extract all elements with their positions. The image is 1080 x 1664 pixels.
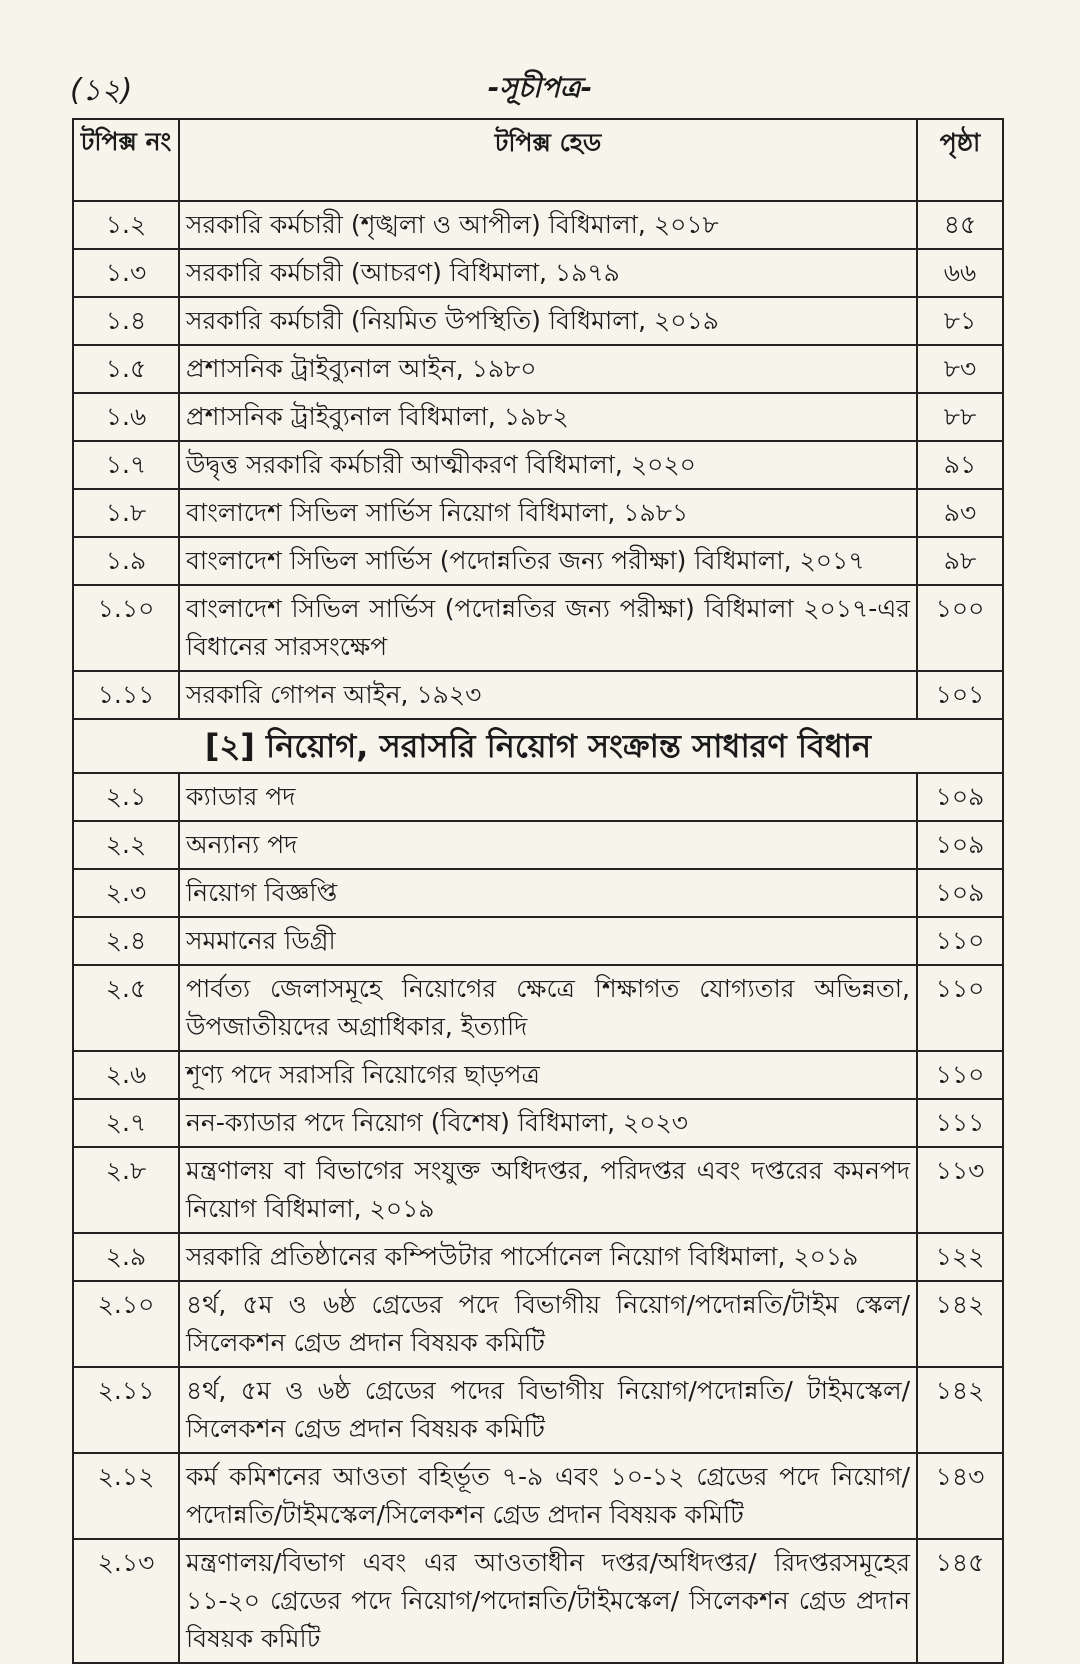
table-row xyxy=(73,1367,1003,1453)
topic-number: ২.১৩ xyxy=(73,1539,179,1663)
topic-title: বাংলাদেশ সিভিল সার্ভিস (পদোন্নতির জন্য পরীক্ষা) বিধিমালা, ২০১৭ xyxy=(179,537,917,585)
page-number: (১২) xyxy=(70,73,133,108)
table-row xyxy=(73,1453,1003,1539)
table-row xyxy=(73,249,1003,297)
page-number-cell: ৮৮ xyxy=(917,393,1003,441)
topic-title: মন্ত্রণালয়/বিভাগ এবং এর আওতাধীন দপ্তর/অধিদপ্তর/ রিদপ্তরসমূহের ১১-২০ গ্রেডের পদে নিয়োগ/পদোন্নতি/টাইমস্কেল/ সিলেকশন গ্রেড প্রদান বিষয়ক কমিটি xyxy=(179,1539,917,1663)
topic-title: শূণ্য পদে সরাসরি নিয়োগের ছাড়পত্র xyxy=(179,1051,917,1099)
topic-number: ১.৪ xyxy=(73,297,179,345)
page-number-cell: ১০০ xyxy=(917,585,1003,671)
topic-title: মন্ত্রণালয় বা বিভাগের সংযুক্ত অধিদপ্তর, পরিদপ্তর এবং দপ্তরের কমনপদ নিয়োগ বিধিমালা, ২০১৯ xyxy=(179,1147,917,1233)
topic-title: বাংলাদেশ সিভিল সার্ভিস (পদোন্নতির জন্য পরীক্ষা) বিধিমালা ২০১৭-এর বিধানের সারসংক্ষেপ xyxy=(179,585,917,671)
page-number-cell: ১১০ xyxy=(917,917,1003,965)
table-header-row xyxy=(73,119,1003,201)
topic-number: ১.৯ xyxy=(73,537,179,585)
topic-title: বাংলাদেশ সিভিল সার্ভিস নিয়োগ বিধিমালা, ১৯৮১ xyxy=(179,489,917,537)
topic-title: উদ্বৃত্ত সরকারি কর্মচারী আত্মীকরণ বিধিমালা, ২০২০ xyxy=(179,441,917,489)
table-row xyxy=(73,393,1003,441)
topic-number: ২.২ xyxy=(73,821,179,869)
topic-title: ৪র্থ, ৫ম ও ৬ষ্ঠ গ্রেডের পদের বিভাগীয় নিয়োগ/পদোন্নতি/ টাইমস্কেল/সিলেকশন গ্রেড প্রদান বিষয়ক কমিটি xyxy=(179,1367,917,1453)
topic-title: সরকারি কর্মচারী (আচরণ) বিধিমালা, ১৯৭৯ xyxy=(179,249,917,297)
page-number-cell: ১৪৩ xyxy=(917,1453,1003,1539)
topic-number: ১.২ xyxy=(73,201,179,249)
page-number-cell: ৯৩ xyxy=(917,489,1003,537)
table-row xyxy=(73,297,1003,345)
topic-number: ১.৭ xyxy=(73,441,179,489)
table-row xyxy=(73,1233,1003,1281)
topic-number: ২.১০ xyxy=(73,1281,179,1367)
topic-title: সরকারি কর্মচারী (শৃঙ্খলা ও আপীল) বিধিমালা, ২০১৮ xyxy=(179,201,917,249)
topic-title: নন-ক্যাডার পদে নিয়োগ (বিশেষ) বিধিমালা, ২০২৩ xyxy=(179,1099,917,1147)
table-row xyxy=(73,821,1003,869)
table-row xyxy=(73,671,1003,719)
section-heading: [২] নিয়োগ, সরাসরি নিয়োগ সংক্রান্ত সাধারণ বিধান xyxy=(73,719,1003,773)
topic-number: ২.৮ xyxy=(73,1147,179,1233)
table-row xyxy=(73,1051,1003,1099)
page-number-cell: ১০৯ xyxy=(917,869,1003,917)
page-number-cell: ১০৯ xyxy=(917,773,1003,821)
topic-title: সমমানের ডিগ্রী xyxy=(179,917,917,965)
table-row xyxy=(73,537,1003,585)
page-number-cell: ১০১ xyxy=(917,671,1003,719)
table-row xyxy=(73,1147,1003,1233)
topic-number: ২.৭ xyxy=(73,1099,179,1147)
topic-title: প্রশাসনিক ট্রাইব্যুনাল আইন, ১৯৮০ xyxy=(179,345,917,393)
table-row xyxy=(73,917,1003,965)
topic-title: প্রশাসনিক ট্রাইব্যুনাল বিধিমালা, ১৯৮২ xyxy=(179,393,917,441)
topic-title: সরকারি গোপন আইন, ১৯২৩ xyxy=(179,671,917,719)
table-row xyxy=(73,201,1003,249)
page-number-cell: ৯১ xyxy=(917,441,1003,489)
topic-title: অন্যান্য পদ xyxy=(179,821,917,869)
topic-title: সরকারি কর্মচারী (নিয়মিত উপস্থিতি) বিধিমালা, ২০১৯ xyxy=(179,297,917,345)
table-row xyxy=(73,773,1003,821)
page-number-cell: ১১০ xyxy=(917,965,1003,1051)
page-number-cell: ৮৩ xyxy=(917,345,1003,393)
header-page: পৃষ্ঠা xyxy=(917,119,1003,201)
table-row xyxy=(73,489,1003,537)
topic-number: ২.১ xyxy=(73,773,179,821)
page-number-cell: ৯৮ xyxy=(917,537,1003,585)
page-number-cell: ১০৯ xyxy=(917,821,1003,869)
toc-table xyxy=(72,118,1004,1664)
topic-title: সরকারি প্রতিষ্ঠানের কম্পিউটার পার্সোনেল নিয়োগ বিধিমালা, ২০১৯ xyxy=(179,1233,917,1281)
page-header: -সূচীপত্র- xyxy=(487,71,593,104)
page-number-cell: ১৪৫ xyxy=(917,1539,1003,1663)
topic-title: ৪র্থ, ৫ম ও ৬ষ্ঠ গ্রেডের পদে বিভাগীয় নিয়োগ/পদোন্নতি/টাইম স্কেল/সিলেকশন গ্রেড প্রদান বিষয়ক কমিটি xyxy=(179,1281,917,1367)
table-row xyxy=(73,441,1003,489)
topic-number: ১.৫ xyxy=(73,345,179,393)
table-row xyxy=(73,965,1003,1051)
topic-number: ২.৬ xyxy=(73,1051,179,1099)
table-row xyxy=(73,1281,1003,1367)
topic-number: ১.৮ xyxy=(73,489,179,537)
page-number-cell: ৮১ xyxy=(917,297,1003,345)
header-topic-title: টপিক্স হেড xyxy=(179,119,917,201)
table-row xyxy=(73,869,1003,917)
topic-number: ২.৯ xyxy=(73,1233,179,1281)
topic-number: ২.৪ xyxy=(73,917,179,965)
topic-title: কর্ম কমিশনের আওতা বহির্ভূত ৭-৯ এবং ১০-১২ গ্রেডের পদে নিয়োগ/পদোন্নতি/টাইমস্কেল/সিলেকশন গ্রেড প্রদান বিষয়ক কমিটি xyxy=(179,1453,917,1539)
page-number-cell: ১৪২ xyxy=(917,1281,1003,1367)
page-number-cell: ৬৬ xyxy=(917,249,1003,297)
topic-number: ২.১২ xyxy=(73,1453,179,1539)
toc-body xyxy=(73,201,1003,1663)
header-topic-no: টপিক্স নং xyxy=(73,119,179,201)
page-number-cell: ১৪২ xyxy=(917,1367,1003,1453)
table-row xyxy=(73,1539,1003,1663)
page-number-cell: ১১৩ xyxy=(917,1147,1003,1233)
page-number-cell: ১১১ xyxy=(917,1099,1003,1147)
topic-title: ক্যাডার পদ xyxy=(179,773,917,821)
topic-number: ২.১১ xyxy=(73,1367,179,1453)
topic-number: ১.৩ xyxy=(73,249,179,297)
topic-title: পার্বত্য জেলাসমূহে নিয়োগের ক্ষেত্রে শিক্ষাগত যোগ্যতার অভিন্নতা, উপজাতীয়দের অগ্রাধিকার, ইত্যাদি xyxy=(179,965,917,1051)
page-number-cell: ১১০ xyxy=(917,1051,1003,1099)
page-number-cell: ৪৫ xyxy=(917,201,1003,249)
table-row xyxy=(73,345,1003,393)
page-number-cell: ১২২ xyxy=(917,1233,1003,1281)
table-row xyxy=(73,585,1003,671)
section-heading-row xyxy=(73,719,1003,773)
topic-number: ১.৬ xyxy=(73,393,179,441)
topic-number: ২.৫ xyxy=(73,965,179,1051)
topic-title: নিয়োগ বিজ্ঞপ্তি xyxy=(179,869,917,917)
topic-number: ১.১১ xyxy=(73,671,179,719)
topic-number: ২.৩ xyxy=(73,869,179,917)
table-row xyxy=(73,1099,1003,1147)
topic-number: ১.১০ xyxy=(73,585,179,671)
